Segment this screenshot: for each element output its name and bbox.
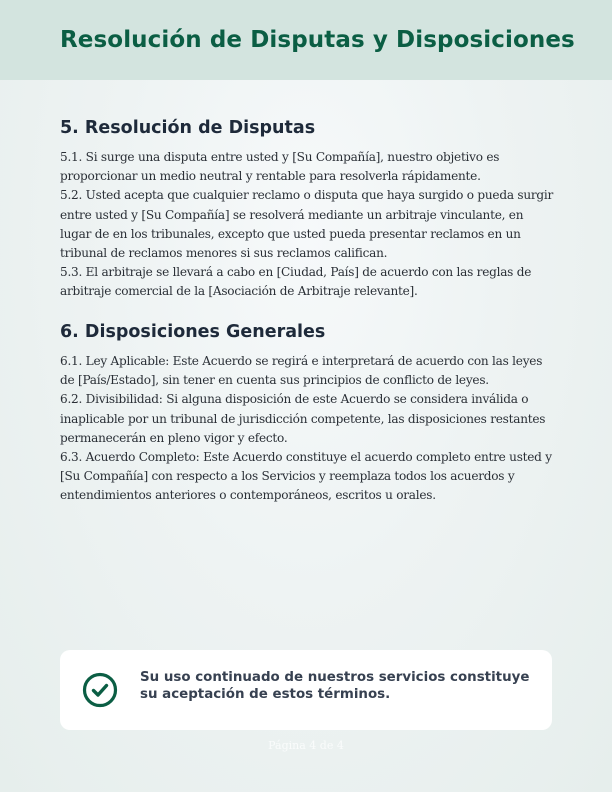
section-dispute-resolution	[60, 118, 554, 302]
clause-5-1: 5.1. Si surge una disputa entre usted y [Su Compañía], nuestro objetivo es proporcionar un medio neutral y rentable para resolverla rápidamente.	[60, 150, 500, 184]
section-general-provisions	[60, 322, 554, 506]
clause-6-1: 6.1. Ley Aplicable: Este Acuerdo se regirá e interpretará de acuerdo con las leyes de [País/Estado], sin tener en cuenta sus principios de conflicto de leyes.	[60, 354, 543, 388]
check-circle-icon	[82, 672, 118, 708]
section-title: 6. Disposiciones Generales	[60, 322, 326, 342]
acceptance-callout	[60, 650, 552, 730]
clause-5-3: 5.3. El arbitraje se llevará a cabo en [Ciudad, País] de acuerdo con las reglas de arbitraje comercial de la [Asociación de Arbitraje relevante].	[60, 265, 532, 299]
acceptance-text: Su uso continuado de nuestros servicios constituye su aceptación de estos términos.	[140, 670, 530, 702]
clause-6-3: 6.3. Acuerdo Completo: Este Acuerdo constituye el acuerdo completo entre usted y [Su Compañía] con respecto a los Servicios y reemplaza todos los acuerdos y entendimientos anteriores o contemporáneos, escritos u orales.	[60, 450, 552, 503]
clause-5-2: 5.2. Usted acepta que cualquier reclamo o disputa que haya surgido o pueda surgir entre usted y [Su Compañía] se resolverá mediante un arbitraje vinculante, en lugar de en los tribunales, excepto que usted pueda presentar reclamos en un tribunal de reclamos menores si sus reclamos califican.	[60, 188, 554, 261]
clause-6-2: 6.2. Divisibilidad: Si alguna disposición de este Acuerdo se considera inválida o inaplicable por un tribunal de jurisdicción competente, las disposiciones restantes permanecerán en pleno vigor y efecto.	[60, 392, 546, 445]
page-number: Página 4 de 4	[268, 739, 344, 752]
page-title: Resolución de Disputas y Disposiciones	[60, 27, 575, 53]
section-title: 5. Resolución de Disputas	[60, 118, 316, 138]
header-band	[0, 0, 612, 80]
